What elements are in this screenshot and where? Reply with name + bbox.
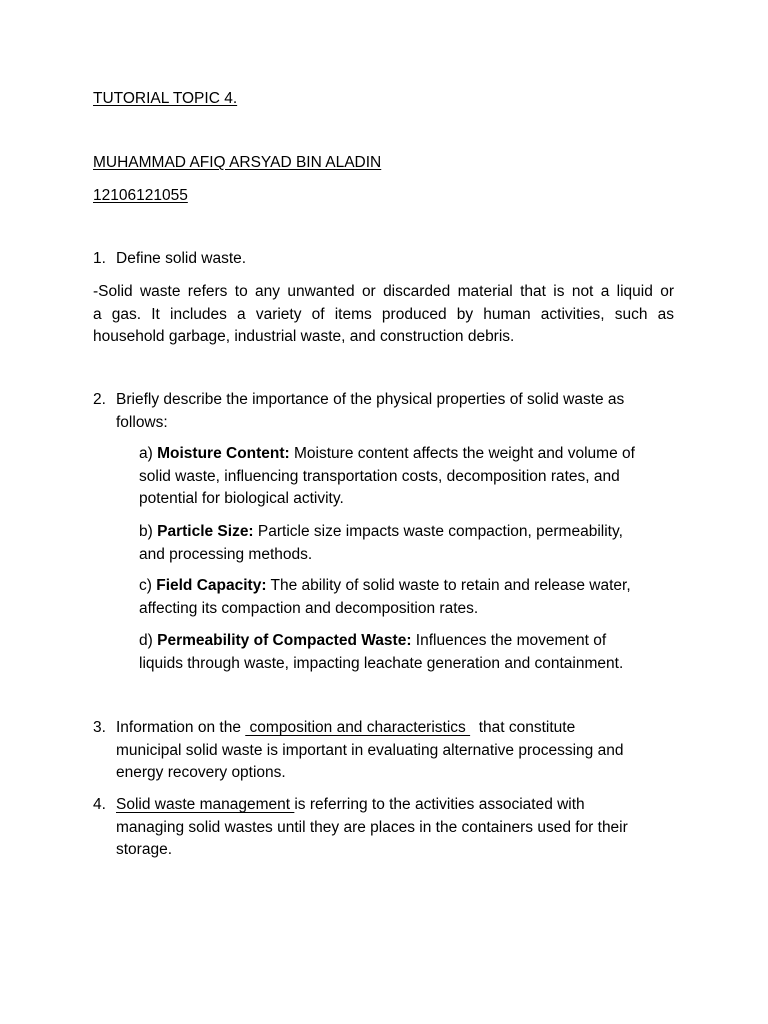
q3-fill-blank: composition and characteristics: [245, 719, 471, 736]
item-letter: b): [139, 523, 153, 540]
item-text: Particle size impacts waste compaction, permeability,: [253, 523, 623, 540]
q4-line: managing solid wastes until they are places in the containers used for their: [116, 818, 628, 836]
q2-item-d: [139, 630, 679, 675]
q3-number: 3.: [93, 719, 106, 736]
q3-prefix: Information on the: [116, 719, 246, 736]
item-term: Permeability of Compacted Waste:: [157, 632, 412, 649]
q1-answer: [93, 281, 674, 349]
item-text: Influences the movement of: [411, 632, 607, 649]
q3-line: municipal solid waste is important in evaluating alternative processing and: [116, 741, 624, 759]
q1-answer-line: -Solid waste refers to any unwanted or discarded material that is not a liquid or: [93, 283, 674, 300]
q3-suffix: that constitute: [470, 719, 576, 736]
q1-answer-line: a gas. It includes a variety of items produced by human activities, such as: [93, 305, 674, 323]
item-text: Moisture content affects the weight and volume of: [289, 445, 635, 462]
q1-question: [116, 248, 676, 271]
item-letter: a): [139, 445, 153, 462]
item-text: liquids through waste, impacting leachate generation and containment.: [139, 654, 624, 672]
item-text: solid waste, influencing transportation costs, decomposition rates, and: [139, 467, 620, 485]
document-title: TUTORIAL TOPIC 4.: [93, 90, 238, 107]
item-letter: c): [139, 577, 152, 594]
student-name: MUHAMMAD AFIQ ARSYAD BIN ALADIN: [93, 154, 382, 171]
q3-line: energy recovery options.: [116, 764, 286, 781]
q2-question-line: follows:: [116, 413, 168, 431]
item-term: Particle Size:: [157, 523, 254, 540]
q2-item-a: [139, 443, 679, 511]
item-text: potential for biological activity.: [139, 490, 344, 507]
q1-answer-line: household garbage, industrial waste, and construction debris.: [93, 328, 515, 345]
q4-text: [116, 794, 676, 862]
q4-suffix: is referring to the activities associated with: [294, 796, 585, 813]
item-text: The ability of solid waste to retain and release water,: [266, 577, 631, 594]
item-term: Field Capacity:: [156, 577, 267, 594]
q2-item-c: [139, 575, 679, 620]
q4-number: 4.: [93, 796, 106, 813]
q1-question-text: Define solid waste.: [116, 250, 247, 267]
q3-text: [116, 717, 676, 785]
q2-number: 2.: [93, 391, 106, 408]
student-id: 12106121055: [93, 187, 188, 204]
item-letter: d): [139, 632, 153, 649]
q1-number: 1.: [93, 250, 106, 267]
q2-question-line: Briefly describe the importance of the physical properties of solid waste as: [116, 391, 625, 408]
q2-item-b: [139, 521, 679, 566]
item-term: Moisture Content:: [157, 445, 290, 462]
item-text: and processing methods.: [139, 545, 313, 563]
q4-line: storage.: [116, 841, 173, 858]
q4-fill-blank: Solid waste management: [116, 796, 295, 813]
item-text: affecting its compaction and decomposition rates.: [139, 599, 479, 617]
q2-question: [116, 389, 676, 434]
